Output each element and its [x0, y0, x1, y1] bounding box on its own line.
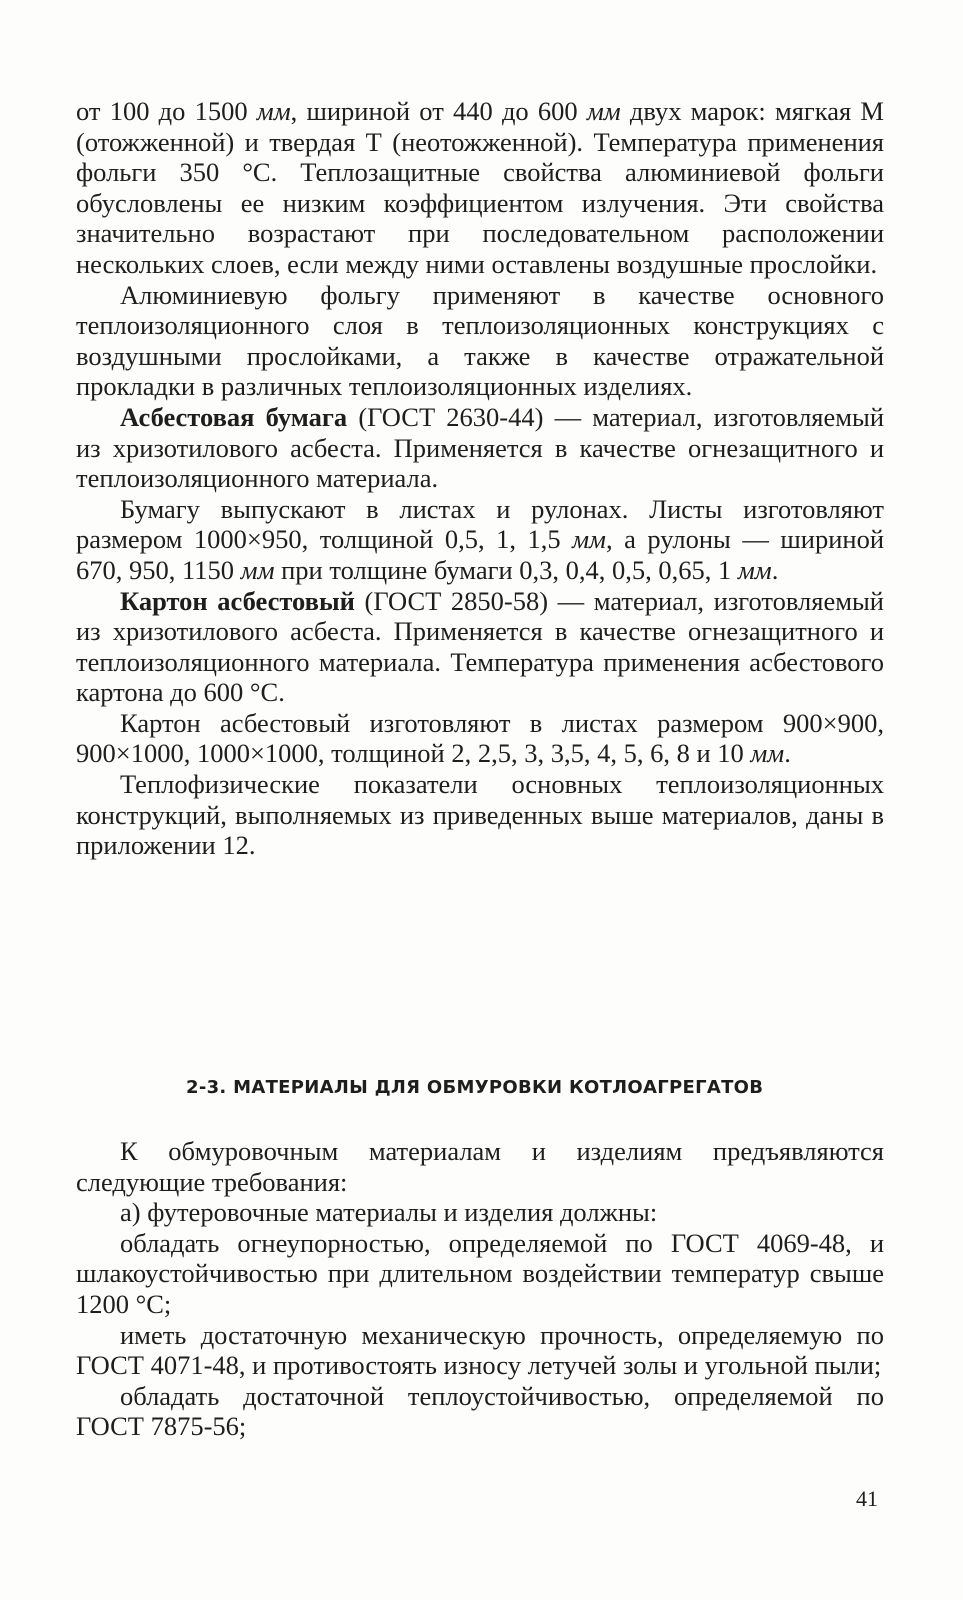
- text-run: .: [784, 738, 791, 769]
- paragraph-asbestos-paper-sizes: [76, 494, 884, 586]
- text-run: двух марок: мягкая М (отожженной) и твердая Т (неотожженной). Температура применения фольги 350 °С. Теплозащитные свойства алюминиевой фольги обусловлены ее низким коэффициентом излучения. Эти свойства значительно возрастают при последовательном расположении нескольких слоев, если между ними оставлены воздушные прослойки.: [76, 96, 884, 279]
- unit-italic: мм: [750, 738, 785, 769]
- text-run: .: [771, 554, 779, 585]
- paragraph-requirements-intro: [76, 1136, 884, 1197]
- text-run: обладать достаточной теплоустойчивостью, определяемой по ГОСТ 7875-56;: [76, 1380, 884, 1442]
- paragraph-foil-application: [76, 280, 884, 402]
- text-run: К обмуровочным материалам и изделиям предъявляются следующие требования:: [76, 1136, 884, 1197]
- paragraph-thermophysical: [76, 769, 884, 861]
- body-text: [76, 96, 884, 861]
- text-run: Бумагу выпускают в листах и рулонах. Листы изготовляют размером 1000×950, толщиной 0,5, 1, 1,5: [76, 493, 884, 555]
- section-body-text: [76, 1136, 884, 1442]
- unit-italic: мм: [240, 554, 275, 585]
- term-bold: Картон асбестовый: [120, 585, 355, 616]
- text-run: (ГОСТ 2850-58) — материал, изготовляемый из хризотилового асбеста. Применяется в качестве огнезащитного и теплоизоляционного материала. Температура применения асбестового картона до 600 °С.: [76, 585, 884, 708]
- paragraph-asbestos-cardboard-sizes: [76, 708, 884, 769]
- paragraph-asbestos-paper: [76, 402, 884, 494]
- text-run: а) футеровочные материалы и изделия должны:: [120, 1197, 658, 1228]
- paragraph-requirement-a: [76, 1197, 884, 1228]
- term-bold: Асбестовая бумага: [120, 401, 348, 432]
- page-number: 41: [856, 1486, 878, 1511]
- text-run: иметь достаточную механическую прочность, определяемую по ГОСТ 4071-48, и противостоять износу летучей золы и угольной пыли;: [76, 1319, 884, 1381]
- text-run: Алюминиевую фольгу применяют в качестве основного теплоизоляционного слоя в теплоизоляционных конструкциях с воздушными прослойками, а также в качестве отражательной прокладки в различных теплоизоляционных изделиях.: [76, 279, 884, 402]
- unit-italic: мм: [737, 554, 772, 585]
- text-run: обладать огнеупорностью, определяемой по ГОСТ 4069-48, и шлакоустойчивостью при длительном воздействии температур свыше 1200 °С;: [76, 1227, 884, 1319]
- unit-italic: мм: [256, 96, 291, 126]
- unit-italic: мм: [586, 96, 621, 126]
- paragraph-thermal-stability: [76, 1381, 884, 1442]
- text-run: , а рулоны — шириной 670, 950, 1150: [76, 524, 885, 585]
- paragraph-mechanical-strength: [76, 1320, 884, 1381]
- paragraph-foil-continuation: [76, 96, 884, 280]
- text-run: (ГОСТ 2630-44) — материал, изготовляемый из хризотилового асбеста. Применяется в качестве огнезащитного и теплоизоляционного материала.: [76, 401, 885, 494]
- text-run: Теплофизические показатели основных теплоизоляционных конструкций, выполняемых из приведенных выше материалов, даны в приложении 12.: [76, 769, 884, 861]
- text-run: при толщине бумаги 0,3, 0,4, 0,5, 0,65, 1: [274, 554, 738, 585]
- text-run: , шириной от 440 до 600: [290, 96, 587, 126]
- paragraph-asbestos-cardboard: [76, 586, 884, 708]
- text-run: Картон асбестовый изготовляют в листах размером 900×900, 900×1000, 1000×1000, толщиной 2, 2,5, 3, 3,5, 4, 5, 6, 8 и 10: [76, 707, 884, 769]
- section-heading: 2-3. МАТЕРИАЛЫ ДЛЯ ОБМУРОВКИ КОТЛОАГРЕГАТОВ: [186, 1077, 764, 1098]
- paragraph-refractoriness: [76, 1228, 884, 1320]
- unit-italic: мм: [572, 524, 606, 555]
- text-run: от 100 до 1500: [76, 96, 257, 126]
